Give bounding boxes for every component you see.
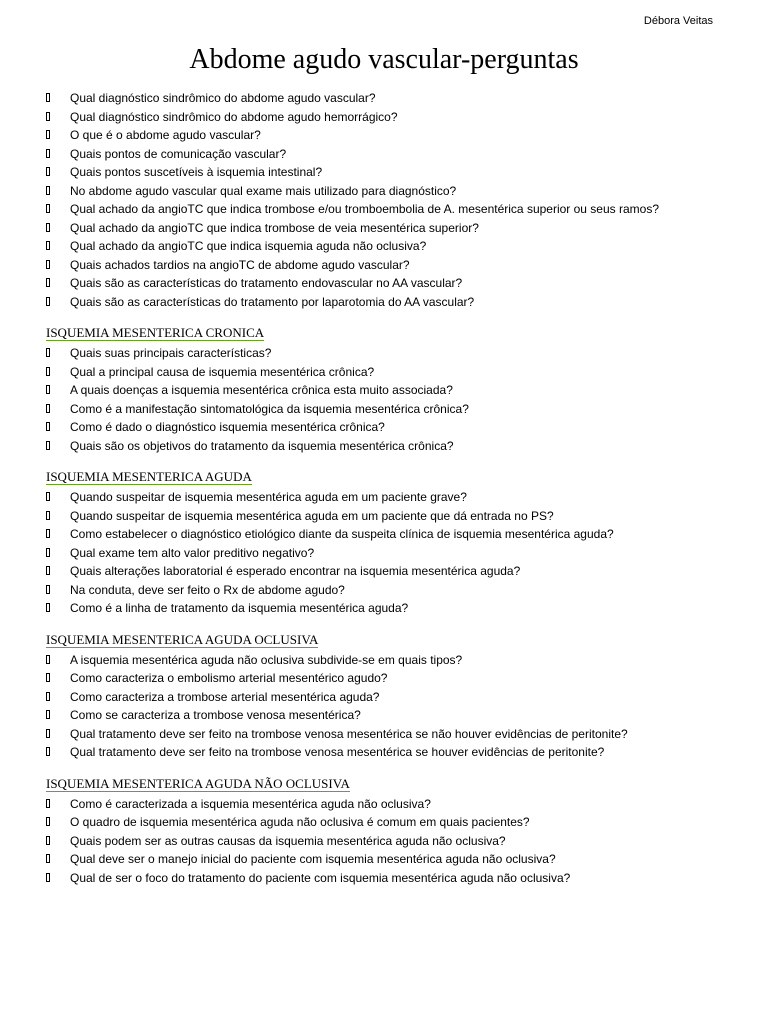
question-item <box>46 274 746 293</box>
question-item <box>46 669 746 688</box>
bullet-box-icon <box>46 529 50 538</box>
bullet-box-icon <box>46 422 50 431</box>
bullet-box-icon <box>46 492 50 501</box>
question-item <box>46 525 746 544</box>
bullet-box-icon <box>46 692 50 701</box>
question-text: Quais suas principais características? <box>70 346 272 360</box>
section-question-list <box>46 795 746 888</box>
question-text: Quais pontos de comunicação vascular? <box>70 146 287 161</box>
question-item <box>46 89 746 108</box>
question-item <box>46 488 746 507</box>
question-item <box>46 562 746 581</box>
question-item <box>46 219 746 238</box>
bullet-box-icon <box>46 729 50 738</box>
question-text: Na conduta, deve ser feito o Rx de abdome agudo? <box>70 582 345 597</box>
question-item <box>46 145 746 164</box>
bullet-box-icon <box>46 873 50 882</box>
section-heading: ISQUEMIA MESENTERICA AGUDA <box>46 469 252 484</box>
bullet-box-icon <box>46 167 50 176</box>
question-text: Quais pontos suscetíveis à isquemia intestinal? <box>70 165 323 179</box>
section-question-list <box>46 344 746 455</box>
question-item <box>46 599 746 618</box>
section-heading: ISQUEMIA MESENTERICA CRONICA <box>46 325 265 340</box>
bullet-box-icon <box>46 241 50 250</box>
bullet-box-icon <box>46 385 50 394</box>
question-text: Quais podem ser as outras causas da isquemia mesentérica aguda não oclusiva? <box>70 833 506 848</box>
question-text: Qual diagnóstico sindrômico do abdome agudo hemorrágico? <box>70 109 398 124</box>
bullet-box-icon <box>46 585 50 594</box>
question-text: O que é o abdome agudo vascular? <box>70 128 261 142</box>
document-title: Abdome agudo vascular-perguntas <box>189 44 579 75</box>
section <box>46 311 746 455</box>
question-text: Como caracteriza a trombose arterial mesentérica aguda? <box>70 689 380 704</box>
question-item <box>46 544 746 563</box>
question-item <box>46 108 746 127</box>
question-item <box>46 344 746 363</box>
section <box>46 618 746 762</box>
question-text: Quais são os objetivos do tratamento da isquemia mesentérica crônica? <box>70 438 454 453</box>
bullet-box-icon <box>46 112 50 121</box>
question-text: Como é a manifestação sintomatológica da isquemia mesentérica crônica? <box>70 401 469 416</box>
sections-container <box>46 311 746 887</box>
question-text: Quando suspeitar de isquemia mesentérica aguda em um paciente grave? <box>70 490 467 504</box>
question-item <box>46 400 746 419</box>
question-text: Qual tratamento deve ser feito na trombose venosa mesentérica se não houver evidências de peritonite? <box>70 726 628 741</box>
question-item <box>46 743 746 762</box>
bullet-box-icon <box>46 747 50 756</box>
intro-question-list <box>46 89 746 311</box>
question-text: Qual achado da angioTC que indica trombose e/ou tromboembolia de A. mesentérica superior ou seus ramos? <box>70 202 660 216</box>
section <box>46 762 746 888</box>
bullet-box-icon <box>46 673 50 682</box>
bullet-box-icon <box>46 441 50 450</box>
question-item <box>46 237 746 256</box>
question-item <box>46 832 746 851</box>
document-body <box>46 89 746 887</box>
bullet-box-icon <box>46 367 50 376</box>
bullet-box-icon <box>46 278 50 287</box>
bullet-box-icon <box>46 799 50 808</box>
question-item <box>46 126 746 145</box>
question-text: A quais doenças a isquemia mesentérica crônica esta muito associada? <box>70 383 453 397</box>
question-item <box>46 293 746 312</box>
section-question-list <box>46 651 746 762</box>
bullet-box-icon <box>46 186 50 195</box>
question-item <box>46 725 746 744</box>
section <box>46 455 746 618</box>
question-text: Quais são as características do tratamento endovascular no AA vascular? <box>70 276 463 290</box>
question-text: Quando suspeitar de isquemia mesentérica aguda em um paciente que dá entrada no PS? <box>70 508 554 523</box>
section-heading: ISQUEMIA MESENTERICA AGUDA NÃO OCLUSIVA <box>46 775 350 791</box>
question-text: A isquemia mesentérica aguda não oclusiva subdivide-se em quais tipos? <box>70 652 463 667</box>
bullet-box-icon <box>46 297 50 306</box>
question-text: Como é a linha de tratamento da isquemia mesentérica aguda? <box>70 601 409 615</box>
question-item <box>46 581 746 600</box>
question-text: Como caracteriza o embolismo arterial mesentérico agudo? <box>70 671 388 685</box>
question-item <box>46 182 746 201</box>
bullet-box-icon <box>46 817 50 826</box>
question-text: Como estabelecer o diagnóstico etiológico diante da suspeita clínica de isquemia mesentérica aguda? <box>70 527 614 541</box>
question-text: Qual diagnóstico sindrômico do abdome agudo vascular? <box>70 91 376 105</box>
bullet-box-icon <box>46 566 50 575</box>
bullet-box-icon <box>46 404 50 413</box>
author-name: Débora Veitas <box>643 15 713 27</box>
bullet-box-icon <box>46 548 50 557</box>
question-text: Como se caracteriza a trombose venosa mesentérica? <box>70 708 361 722</box>
question-item <box>46 418 746 437</box>
bullet-box-icon <box>46 149 50 158</box>
bullet-box-icon <box>46 348 50 357</box>
question-item <box>46 163 746 182</box>
bullet-box-icon <box>46 655 50 664</box>
question-item <box>46 507 746 526</box>
bullet-box-icon <box>46 511 50 520</box>
question-item <box>46 688 746 707</box>
bullet-box-icon <box>46 710 50 719</box>
question-item <box>46 381 746 400</box>
question-text: Quais achados tardios na angioTC de abdome agudo vascular? <box>70 257 410 272</box>
question-item <box>46 795 746 814</box>
bullet-box-icon <box>46 93 50 102</box>
question-item <box>46 706 746 725</box>
question-text: Qual a principal causa de isquemia mesentérica crônica? <box>70 364 375 379</box>
question-item <box>46 869 746 888</box>
bullet-box-icon <box>46 223 50 232</box>
question-text: Como é dado o diagnóstico isquemia mesentérica crônica? <box>70 420 385 434</box>
question-text: O quadro de isquemia mesentérica aguda não oclusiva é comum em quais pacientes? <box>70 815 530 829</box>
bullet-box-icon <box>46 204 50 213</box>
question-text: Qual achado da angioTC que indica isquemia aguda não oclusiva? <box>70 239 427 253</box>
question-item <box>46 651 746 670</box>
bullet-box-icon <box>46 260 50 269</box>
question-text: Qual exame tem alto valor preditivo negativo? <box>70 545 315 560</box>
question-item <box>46 363 746 382</box>
question-text: Qual de ser o foco do tratamento do paciente com isquemia mesentérica aguda não oclusiva? <box>70 870 571 885</box>
bullet-box-icon <box>46 603 50 612</box>
question-text: Quais são as características do tratamento por laparotomia do AA vascular? <box>70 294 475 309</box>
question-text: Como é caracterizada a isquemia mesentérica aguda não oclusiva? <box>70 796 431 811</box>
question-item <box>46 437 746 456</box>
bullet-box-icon <box>46 854 50 863</box>
bullet-box-icon <box>46 836 50 845</box>
section-question-list <box>46 488 746 618</box>
section-heading: ISQUEMIA MESENTERICA AGUDA OCLUSIVA <box>46 631 319 647</box>
question-text: Qual deve ser o manejo inicial do paciente com isquemia mesentérica aguda não oclusiva? <box>70 852 556 866</box>
question-item <box>46 200 746 219</box>
bullet-box-icon <box>46 130 50 139</box>
question-text: Qual achado da angioTC que indica trombose de veia mesentérica superior? <box>70 220 479 235</box>
question-text: Qual tratamento deve ser feito na trombose venosa mesentérica se houver evidências de peritonite? <box>70 745 605 759</box>
question-item <box>46 850 746 869</box>
question-item <box>46 813 746 832</box>
question-item <box>46 256 746 275</box>
question-text: Quais alterações laboratorial é esperado encontrar na isquemia mesentérica aguda? <box>70 564 521 578</box>
question-text: No abdome agudo vascular qual exame mais utilizado para diagnóstico? <box>70 183 457 198</box>
